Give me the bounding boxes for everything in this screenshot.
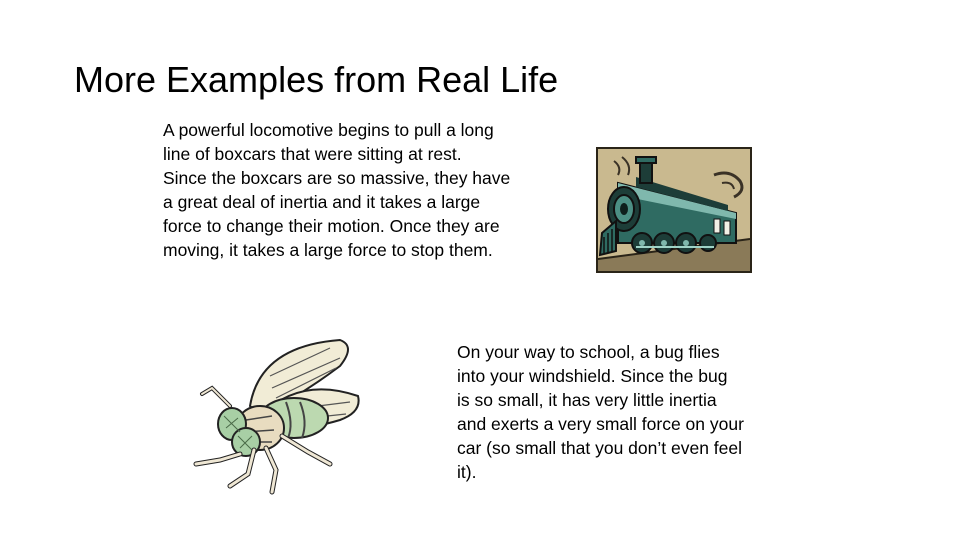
paragraph-line: it).	[457, 462, 477, 482]
paragraph-line: and exerts a very small force on your	[457, 414, 744, 434]
paragraph-line: moving, it takes a large force to stop them.	[163, 240, 493, 260]
paragraph-line: Since the boxcars are so massive, they have	[163, 168, 511, 188]
paragraph-line: A powerful locomotive begins to pull a long	[163, 120, 494, 140]
paragraph-line: is so small, it has very little inertia	[457, 390, 717, 410]
fly-image	[190, 336, 362, 496]
paragraph-line: into your windshield. Since the bug	[457, 366, 728, 386]
paragraph-line: On your way to school, a bug flies	[457, 342, 720, 362]
locomotive-image	[596, 147, 752, 273]
paragraph-line: a great deal of inertia and it takes a large	[163, 192, 481, 212]
paragraph-line: force to change their motion. Once they are	[163, 216, 500, 236]
paragraph-line: line of boxcars that were sitting at rest.	[163, 144, 462, 164]
bug-paragraph	[457, 340, 797, 484]
paragraph-line: car (so small that you don’t even feel	[457, 438, 743, 458]
slide-title: More Examples from Real Life	[74, 59, 559, 100]
locomotive-paragraph	[163, 118, 573, 262]
